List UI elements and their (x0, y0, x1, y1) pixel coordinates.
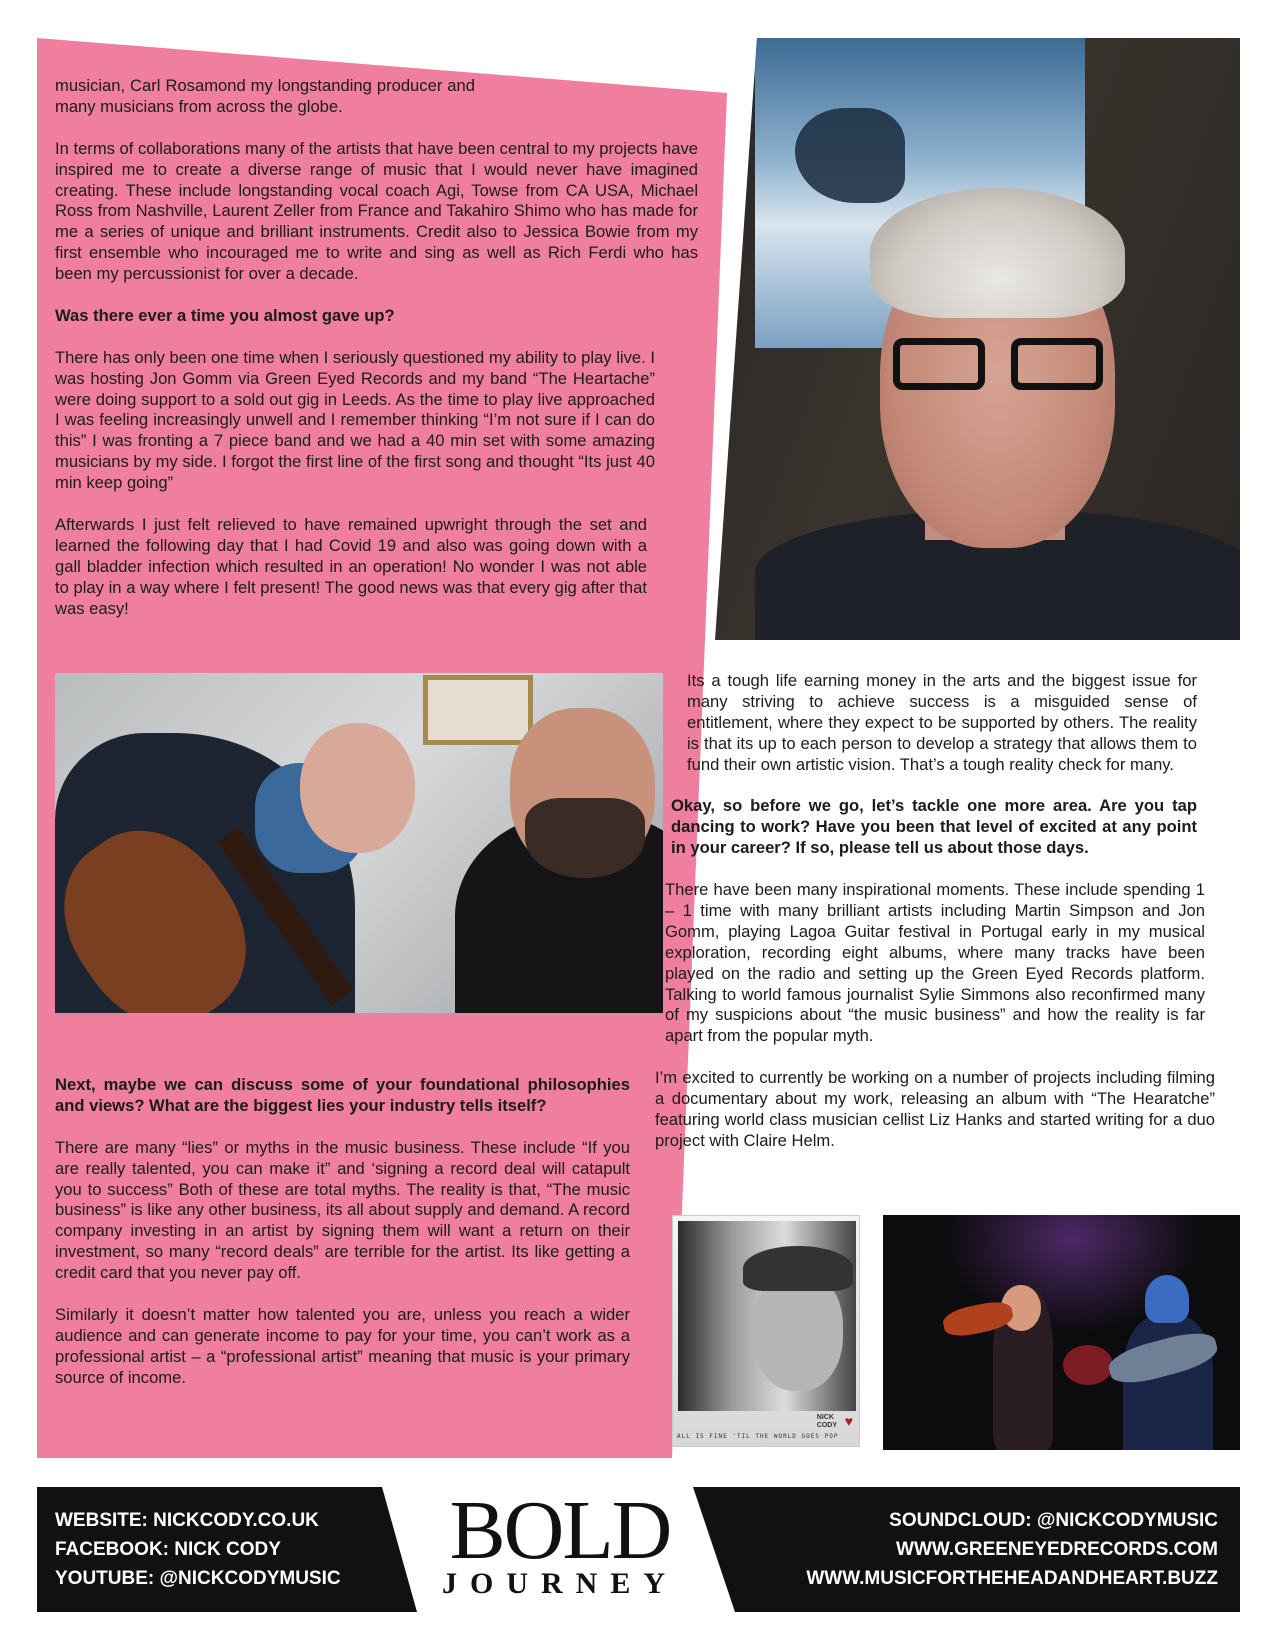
paragraph: Its a tough life earning money in the arts and the biggest issue for many striving to achieve success is a misguided sense of entitlement, where they expect to be supported by others. The reality is that its up to each person to develop a strategy that allows them to fund their own artistic vision. That’s a tough reality check for many. (687, 671, 1197, 774)
album-cover-photo (672, 1215, 860, 1447)
left-column-top-text (55, 76, 698, 640)
paragraph: In terms of collaborations many of the artists that have been central to my projects have inspired me to create a diverse range of music that I would never have imagined creating. These include longstanding vocal coach Agi, Towse from CA USA, Michael Ross from Nashville, Laurent Zeller from France and Takahiro Shimo who has made for me a series of unique and brilliant instruments. Credit also to Jessica Bowie from my first ensemble who incouraged me to write and sing as well as Rich Ferdi who has been my percussionist for over a decade. (55, 138, 698, 284)
soundcloud-link[interactable]: SOUNDCLOUD: @NICKCODYMUSIC (889, 1510, 1218, 1531)
right-column-text (655, 671, 1243, 1173)
youtube-link[interactable]: YOUTUBE: @NICKCODYMUSIC (55, 1568, 341, 1589)
interview-question: Next, maybe we can discuss some of your foundational philosophies and views? What are the biggest lies your industry tells itself? (55, 1075, 630, 1115)
interview-question: Was there ever a time you almost gave up? (55, 305, 395, 325)
bold-journey-logo: BOLD JOURNEY (441, 1484, 678, 1600)
website-link[interactable]: WEBSITE: NICKCODY.CO.UK (55, 1510, 319, 1531)
paragraph: There has only been one time when I seriously questioned my ability to play live. I was hosting Jon Gomm via Green Eyed Records and my band “The Heartache” were doing support to a sold out gig in Leeds. As the time to play live approached I was feeling increasingly unwell and I remember thinking “I’m not sure if I can do this” I was fronting a 7 piece band and we had a 40 min set with some amazing musicians by my side. I forgot the first line of the first song and thought “Its just 40 min keep going” (55, 347, 655, 493)
footer-right-links (806, 1506, 1218, 1593)
stage-performance-photo (883, 1215, 1240, 1450)
interview-question: Okay, so before we go, let’s tackle one more area. Are you tap dancing to work? Have you been that level of excited at any point in your career? If so, please tell us about those days. (671, 796, 1197, 858)
broken-heart-icon: ♥ (844, 1413, 853, 1429)
hat (743, 1246, 853, 1291)
music-website-link[interactable]: WWW.MUSICFORTHEHEADANDHEART.BUZZ (806, 1568, 1218, 1589)
glasses (893, 338, 1103, 390)
album-caption: ALL IS FINE 'TIL THE WORLD GOES POP (677, 1433, 839, 1440)
portrait-photo (715, 38, 1240, 640)
paragraph: I’m excited to currently be working on a number of projects including filming a documentary about my work, releasing an album with “The Hearatche” featuring world class musician cellist Liz Hanks and started writing for a duo project with Claire Helm. (655, 1068, 1215, 1150)
left-column-bottom-text (55, 1075, 630, 1409)
album-brand: NICK CODY (816, 1414, 837, 1429)
paragraph: Afterwards I just felt relieved to have remained upwright through the set and learned the following day that I had Covid 19 and also was going down with a gall bladder infection which resulted in an operation! No wonder I was not able to play in a way where I felt present! The good news was that every gig after that was easy! (55, 514, 647, 618)
paragraph: musician, Carl Rosamond my longstanding producer and many musicians from across the globe. (55, 76, 475, 116)
facebook-link[interactable]: FACEBOOK: NICK CODY (55, 1539, 281, 1560)
guitar-duo-photo (55, 673, 663, 1013)
label-website-link[interactable]: WWW.GREENEYEDRECORDS.COM (896, 1539, 1218, 1560)
paragraph: There have been many inspirational moments. These include spending 1 – 1 time with many brilliant artists including Martin Simpson and Jon Gomm, playing Lagoa Guitar festival in Portugal early in my musical exploration, recording eight albums, where many tracks have been played on the radio and setting up the Green Eyed Records platform. Talking to world famous journalist Sylie Simmons also reconfirmed many of my suspicions about “the music business” and how the reality is far apart from the popular myth. (665, 880, 1205, 1046)
paragraph: There are many “lies” or myths in the music business. These include “If you are really talented, you can make it” and ‘signing a record deal will catapult you to success” Both of these are total myths. The reality is that, “The music business” is like any other business, its all about supply and demand. A record company investing in an artist by signing them will want a return on their investment, so many “record deals” are terrible for the artist. Its like getting a credit card that you never pay off. (55, 1137, 630, 1283)
paragraph: Similarly it doesn’t matter how talented you are, unless you reach a wider audience and can generate income to pay for your time, you can’t work as a professional artist – a “professional artist” meaning that music is your primary source of income. (55, 1304, 630, 1387)
footer-left-links (55, 1506, 341, 1593)
wall-frame (423, 675, 533, 745)
